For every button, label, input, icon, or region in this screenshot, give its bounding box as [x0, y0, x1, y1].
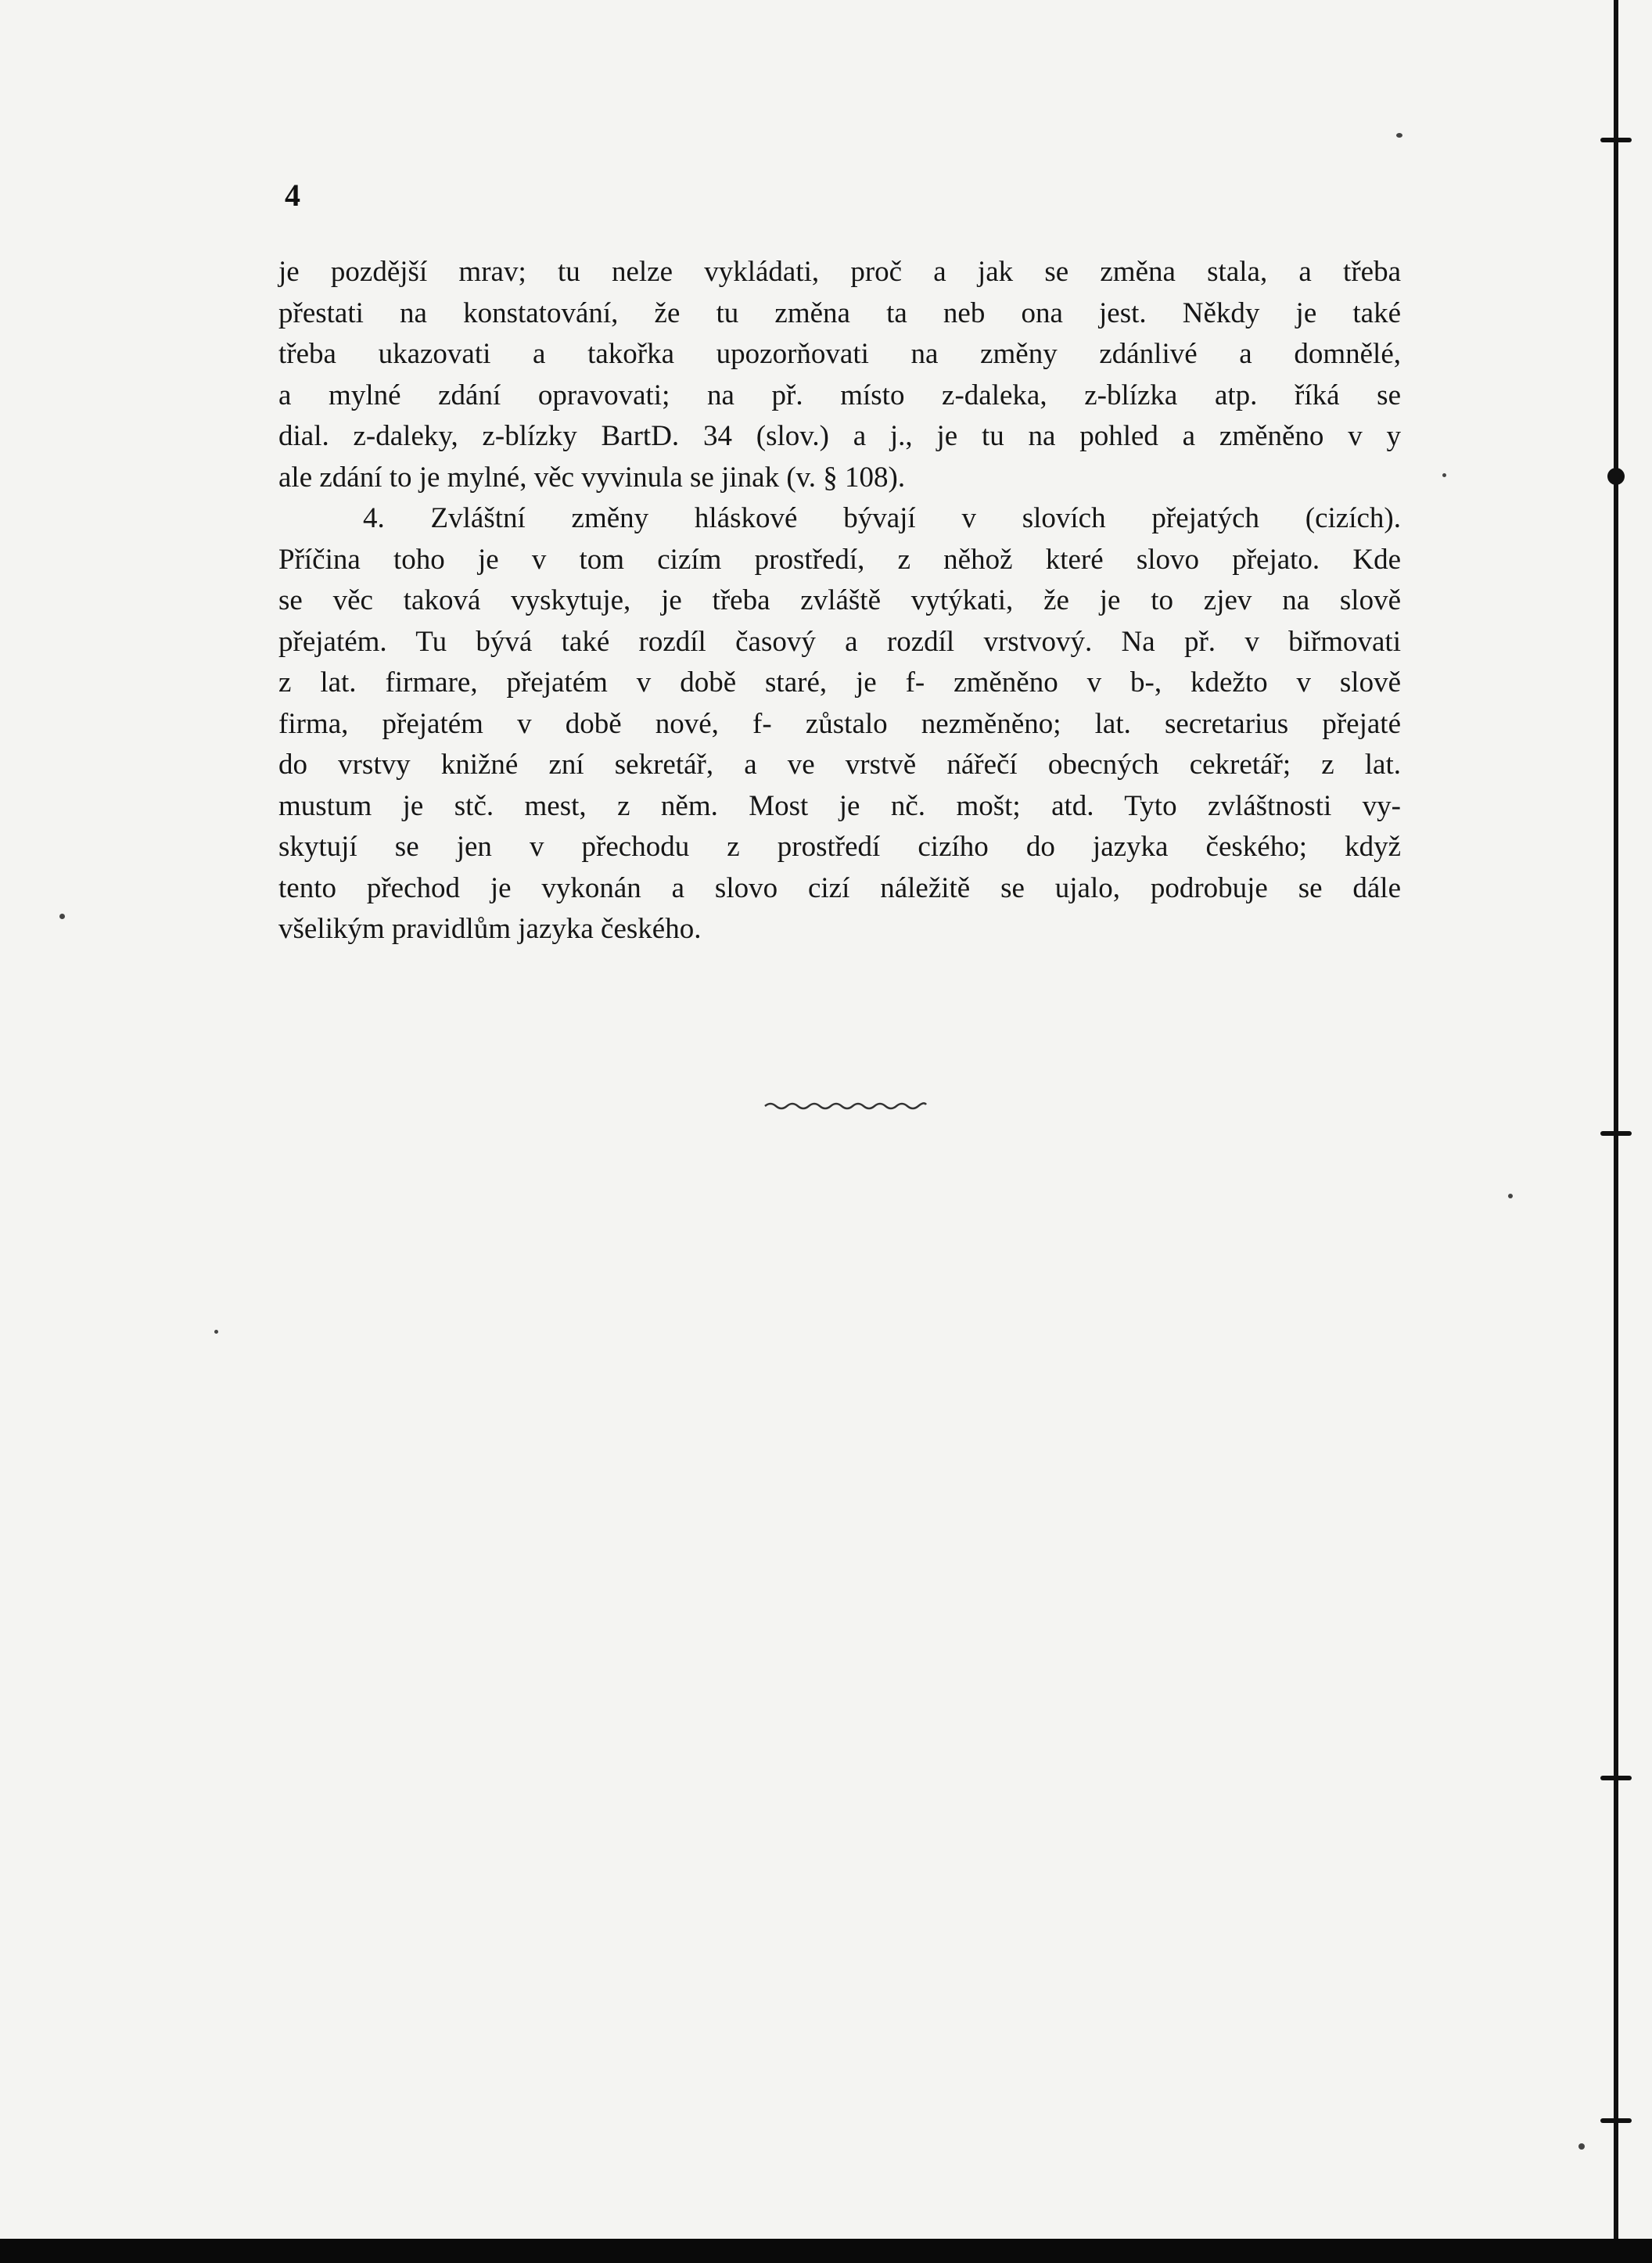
dust-speck [1442, 473, 1446, 477]
binding-knob [1607, 468, 1625, 485]
text-line: Příčina toho je v tom cizím prostředí, z něhož které slovo přejato. Kde [278, 543, 1401, 576]
text-line: skytují se jen v přechodu z prostředí cizího do jazyka českého; když [278, 831, 1401, 863]
text-line: přestati na konstatování, že tu změna ta neb ona jest. Někdy je také [278, 296, 1401, 329]
text-line: třeba ukazovati a takořka upozorňovati na změny zdánlivé a domnělé, [278, 338, 1401, 370]
dust-speck [1396, 133, 1402, 138]
text-line: tento přechod je vykonán a slovo cizí náležitě se ujalo, podrobuje se dále [278, 871, 1401, 904]
binding-mark [1600, 1131, 1632, 1136]
text-line: firma, přejatém v době nové, f- zůstalo nezměněno; lat. secretarius přejaté [278, 707, 1401, 740]
text-line: do vrstvy knižné zní sekretář, a ve vrstvě nářečí obecných cekretář; z lat. [278, 749, 1401, 781]
text-line: z lat. firmare, přejatém v době staré, je f- změněno v b-, kdežto v slově [278, 666, 1401, 699]
text-line: všelikým pravidlům jazyka českého. [278, 913, 702, 945]
text-line: a mylné zdání opravovati; na př. místo z-daleka, z-blízka atp. říká se [278, 379, 1401, 411]
text-line: ale zdání to je mylné, věc vyvinula se jinak (v. § 108). [278, 461, 906, 494]
page-number: 4 [285, 178, 300, 213]
text-line: dial. z-daleky, z-blízky BartD. 34 (slov.) a j., je tu na pohled a změněno v y [278, 420, 1401, 452]
section-heading-line: 4. Zvláštní změny hláskové bývají v slovích přejatých (cizích). [363, 502, 1401, 534]
text-line: je pozdější mrav; tu nelze vykládati, proč a jak se změna stala, a třeba [278, 256, 1401, 288]
wavy-ornament [763, 1100, 928, 1111]
body-text [278, 252, 1401, 950]
dust-speck [59, 914, 65, 919]
binding-mark [1600, 1776, 1632, 1780]
text-line: přejatém. Tu bývá také rozdíl časový a rozdíl vrstvový. Na př. v biřmovati [278, 625, 1401, 658]
dust-speck [1578, 2143, 1585, 2150]
binding-mark [1600, 138, 1632, 142]
text-line: se věc taková vyskytuje, je třeba zvláště vytýkati, že je to zjev na slově [278, 584, 1401, 616]
scan-border [0, 2239, 1652, 2263]
dust-speck [1508, 1194, 1513, 1198]
binding-mark [1600, 2118, 1632, 2123]
text-line: mustum je stč. mest, z něm. Most je nč. mošt; atd. Tyto zvláštnosti vy- [278, 789, 1401, 822]
dust-speck [214, 1330, 218, 1334]
